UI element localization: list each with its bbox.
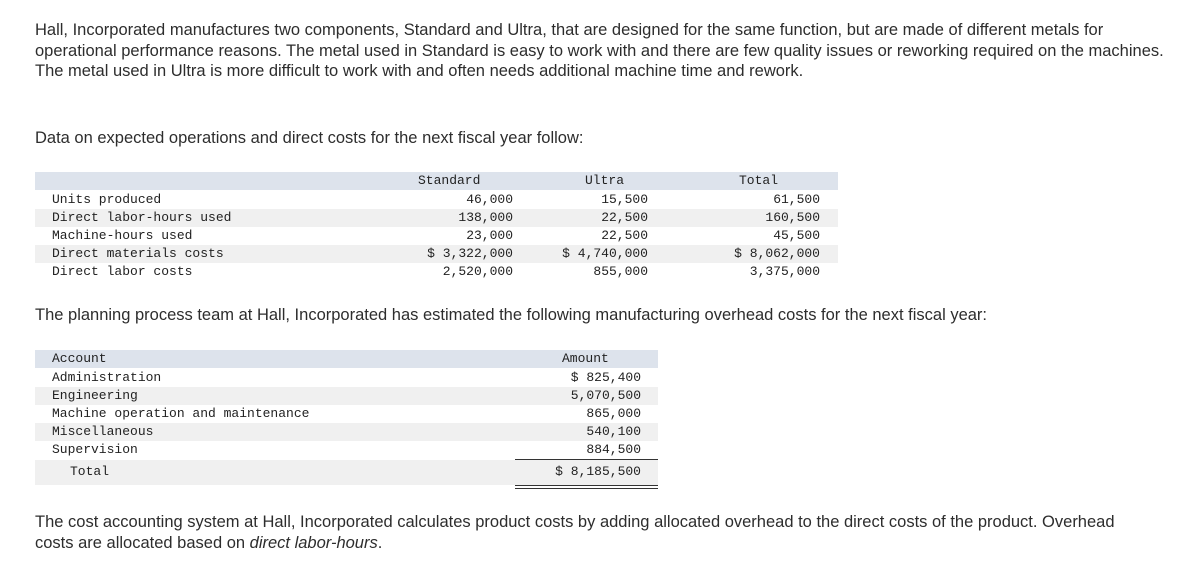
header-amount: Amount — [562, 351, 609, 366]
ultra-value: 22,500 — [601, 228, 648, 243]
header-ultra: Ultra — [585, 173, 625, 188]
account-label: Miscellaneous — [52, 424, 154, 439]
table-row — [35, 387, 658, 405]
table-row — [35, 369, 658, 387]
total-value: 45,500 — [773, 228, 820, 243]
data-intro-paragraph: Data on expected operations and direct costs for the next fiscal year follow: — [35, 129, 584, 147]
account-label: Engineering — [52, 388, 138, 403]
total-value: 61,500 — [773, 192, 820, 207]
header-total: Total — [739, 173, 779, 188]
table-row — [35, 191, 838, 209]
account-label: Supervision — [52, 442, 138, 457]
total-value: 160,500 — [765, 210, 820, 225]
amount-value: 865,000 — [586, 406, 641, 421]
ultra-value: 855,000 — [593, 264, 648, 279]
closing-paragraph — [35, 512, 1155, 553]
total-label: Total — [70, 464, 110, 479]
table-row — [35, 209, 838, 227]
standard-value: $ 3,322,000 — [427, 246, 513, 261]
overhead-intro-paragraph: The planning process team at Hall, Incorporated has estimated the following manufacturing overhead costs for the next fiscal year: — [35, 306, 988, 324]
total-amount: $ 8,185,500 — [555, 464, 641, 479]
total-value: 3,375,000 — [749, 264, 820, 279]
closing-text: The cost accounting system at Hall, Incorporated calculates product costs by adding allocated overhead to the direct costs of the product. Overhead costs are allocated based on — [35, 513, 1115, 552]
table-row — [35, 263, 838, 281]
row-label: Direct labor-hours used — [52, 210, 232, 225]
standard-value: 46,000 — [466, 192, 513, 207]
amount-value: 884,500 — [586, 442, 641, 457]
allocation-basis: direct labor-hours — [249, 533, 378, 552]
total-value: $ 8,062,000 — [734, 246, 820, 261]
amount-value: 540,100 — [586, 424, 641, 439]
table-row — [35, 245, 838, 263]
ultra-value: 15,500 — [601, 192, 648, 207]
total-row — [35, 460, 658, 485]
header-account: Account — [52, 351, 107, 366]
operations-table-header — [35, 172, 838, 190]
header-standard: Standard — [418, 173, 481, 188]
table-row — [35, 423, 658, 441]
standard-value: 23,000 — [466, 228, 513, 243]
account-label: Machine operation and maintenance — [52, 406, 310, 421]
closing-period: . — [377, 533, 383, 552]
ultra-value: 22,500 — [601, 210, 648, 225]
amount-value: $ 825,400 — [570, 370, 641, 385]
row-label: Units produced — [52, 192, 162, 207]
row-label: Direct materials costs — [52, 246, 224, 261]
amount-value: 5,070,500 — [570, 388, 641, 403]
standard-value: 138,000 — [458, 210, 513, 225]
standard-value: 2,520,000 — [442, 264, 513, 279]
row-label: Machine-hours used — [52, 228, 193, 243]
table-row — [35, 227, 838, 245]
total-double-underline — [515, 485, 658, 489]
ultra-value: $ 4,740,000 — [562, 246, 648, 261]
row-label: Direct labor costs — [52, 264, 193, 279]
account-label: Administration — [52, 370, 162, 385]
intro-paragraph: Hall, Incorporated manufactures two components, Standard and Ultra, that are designed for the same function, but are made of different metals for operational performance reasons. The metal used in Standard is easy to work with and there are few quality issues or reworking required on the machines. The metal used in Ultra is more difficult to work with and often needs additional machine time and rework. — [35, 21, 1164, 80]
overhead-table-header — [35, 350, 658, 368]
table-row — [35, 405, 658, 423]
table-row — [35, 441, 658, 459]
